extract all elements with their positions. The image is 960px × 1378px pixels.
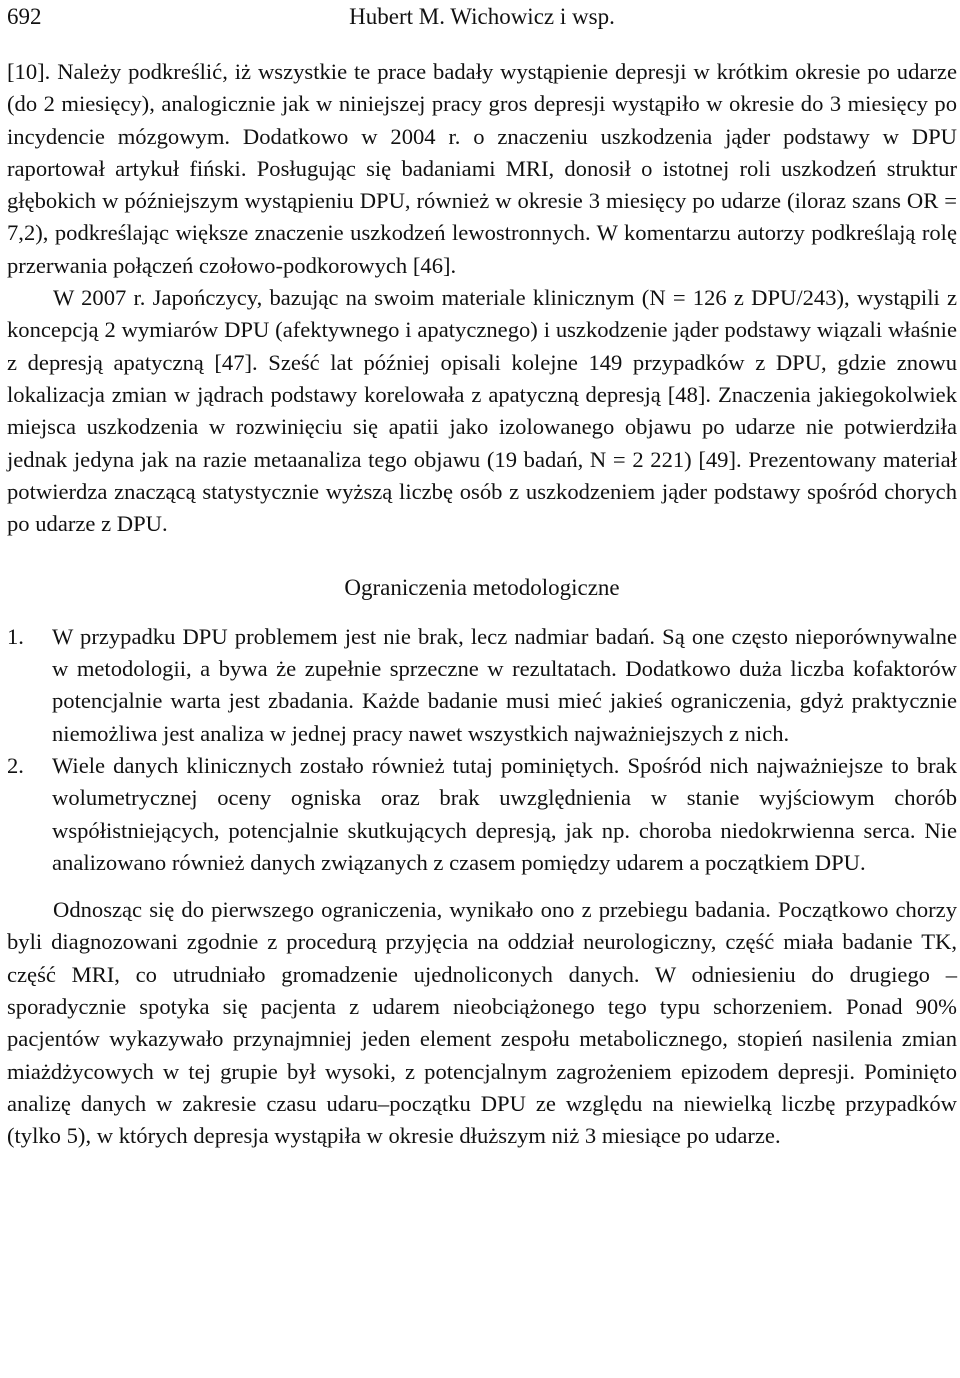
section-heading-limitations: Ograniczenia metodologiczne (344, 575, 620, 601)
paragraph-2: W 2007 r. Japończycy, bazując na swoim materiale klinicznym (N = 126 z DPU/243), wystąpili z koncepcją 2 wymiarów DPU (afektywnego i apatycznego) i uszkodzenie jąder podstawy wiązali właśnie z depresją apatyczną [47]. Sześć lat później opisali kolejne 149 przypadków z DPU, gdzie znowu lokalizacja zmian w jądrach podstawy korelowała z apatyczną depresją [48]. Znaczenia jakiegokolwiek miejsca uszkodzenia w rozwinięciu się apatii jako izolowanego objawu po udarze nie potwierdziła jednak jedyna jak na razie metaanaliza tego objawu (19 badań, N = 2 221) [49]. Prezentowany materiał potwierdza znaczącą statystycznie wyższą liczbę osób z uszkodzeniem jąder podstawy spośród chorych po udarze z DPU. (7, 285, 957, 537)
list-item (7, 621, 957, 750)
page-header (7, 0, 957, 34)
running-head: Hubert M. Wichowicz i wsp. (349, 4, 615, 29)
paragraph-1: [10]. Należy podkreślić, iż wszystkie te prace badały wystąpienie depresji w krótkim okresie po udarze (do 2 miesięcy), analogicznie jak w niniejszej pracy gros depresji wystąpiło w okresie do 3 miesięcy po incydencie mózgowym. Dodatkowo w 2004 r. o znaczeniu uszkodzenia jąder podstawy w DPU raportował artykuł fiński. Posługując się badaniami MRI, donosił o istotnej roli uszkodzeń struktur głębokich w późniejszym wystąpieniu DPU, również w okresie 3 miesięcy po udarze (iloraz szans OR = 7,2), podkreślając większe znaczenie uszkodzeń lewostronnych. W komentarzu autorzy podkreślają rolę przerwania połączeń czołowo-podkorowych [46]. (7, 59, 957, 278)
list-item (7, 750, 957, 879)
closing-paragraph: Odnosząc się do pierwszego ograniczenia, wynikało ono z przebiegu badania. Początkowo chorzy byli diagnozowani zgodnie z procedurą przyjęcia na oddział neurologiczny, część miała badanie TK, część MRI, co utrudniało gromadzenie ujednoliconych danych. W odniesieniu do drugiego – sporadycznie spotyka się pacjenta z udarem nieobciążonego tego typu schorzeniem. Ponad 90% pacjentów wykazywało przynajmniej jeden element zespołu metabolicznego, stopień nasilenia zmian miażdżycowych w tej grupie był wysoki, z potencjalnym zagrożeniem epizodem depresji. Pominięto analizę danych w zakresie czasu udaru–początku DPU ze względu na niewielką liczbę przypadków (tylko 5), w których depresja wystąpiła w okresie dłuższym niż 3 miesiące po udarze. (7, 897, 957, 1149)
limitations-list (7, 621, 957, 879)
list-item-text: W przypadku DPU problemem jest nie brak, lecz nadmiar badań. Są one często nieporównywalne w metodologii, a bywa że zupełnie sprzeczne w rezultatach. Dodatkowo duża liczba kofaktorów potencjalnie warta jest zbadania. Każde badanie musi mieć jakieś ograniczenia, gdyż praktycznie niemożliwa jest analiza w jednej pracy nawet wszystkich najważniejszych z nich. (52, 623, 957, 746)
list-item-number: 1. (7, 623, 24, 649)
list-item-number: 2. (7, 752, 24, 778)
list-item-text: Wiele danych klinicznych zostało również tutaj pominiętych. Spośród nich najważniejsze to brak wolumetrycznej oceny ogniska oraz brak uwzględnienia w stanie wyjściowym chorób współistniejących, potencjalnie skutkujących depresją, jak np. choroba niedokrwienna serca. Nie analizowano również danych związanych z czasem pomiędzy udarem a początkiem DPU. (52, 752, 957, 875)
article-body (7, 56, 957, 1153)
page-number: 692 (7, 4, 42, 29)
journal-page (7, 0, 957, 1378)
